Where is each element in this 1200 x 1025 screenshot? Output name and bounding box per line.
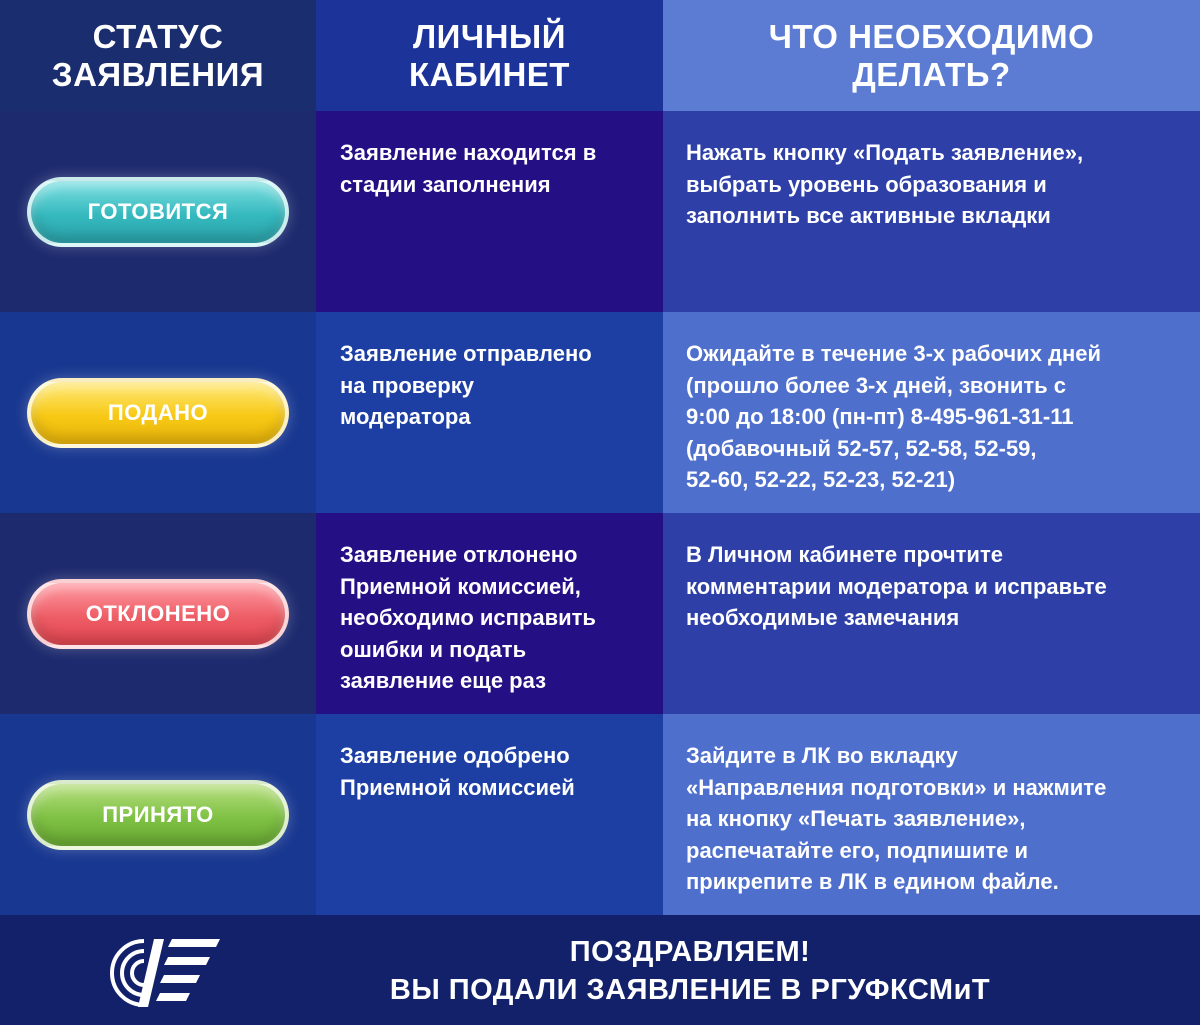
row-4-action-line: прикрепите в ЛК в едином файле. [686,869,1059,894]
row-1-status-cell [0,111,316,312]
footer-congrats: ПОЗДРАВЛЯЕМ! [569,936,811,968]
row-2-action-line: (прошло более 3-х дней, звонить с [686,372,1067,398]
row-2-action-line: Ожидайте в течение 3-х рабочих дней [686,341,1102,366]
header-action-line2: ДЕЛАТЬ? [852,55,1011,93]
footer-banner [0,915,1200,1025]
row-4-status-cell [0,714,316,915]
row-3-action-cell [663,513,1200,714]
footer-message [330,933,1050,1009]
row-2-cabinet-line: модератора [340,404,471,429]
row-4-action-cell [663,714,1200,915]
row-4-action-line: распечатайте его, подпишите и [686,837,1029,863]
university-logo-icon [92,929,222,1017]
row-2-cabinet-line: на проверку [340,372,474,398]
row-3-cabinet-line: необходимо исправить [340,605,596,630]
row-4-action-line: на кнопку «Печать заявление», [686,806,1026,831]
status-badge-rejected: ОТКЛОНЕНО [27,579,289,649]
row-2-action-line: (добавочный 52-57, 52-58, 52-59, [686,435,1037,461]
row-4-action-line: «Направления подготовки» и нажмите [686,774,1107,800]
row-2-cabinet-cell [316,312,663,513]
header-cabinet-line1: ЛИЧНЫЙ [413,17,566,55]
row-1-action-line: заполнить все активные вкладки [686,203,1051,228]
row-4-action-line: Зайдите в ЛК во вкладку [686,743,958,768]
row-3-cabinet-line: ошибки и подать [340,636,527,662]
row-2-cabinet-line: Заявление отправлено [340,341,592,366]
row-2-action-line: 52-60, 52-22, 52-23, 52-21) [686,467,956,492]
row-1-cabinet-line: Заявление находится в [340,140,597,165]
row-1-action-line: Нажать кнопку «Подать заявление», [686,140,1084,165]
row-3-cabinet-line: Заявление отклонено [340,542,578,567]
row-3-action-line: необходимые замечания [686,605,960,630]
header-status-line1: СТАТУС [92,17,224,55]
row-1-cabinet-cell [316,111,663,312]
row-4-cabinet-cell [316,714,663,915]
row-2-action-line: 9:00 до 18:00 (пн-пт) 8-495-961-31-11 [686,404,1074,429]
header-cabinet-line2: КАБИНЕТ [409,55,570,93]
row-1-action-line: выбрать уровень образования и [686,171,1047,197]
row-1-action-cell [663,111,1200,312]
header-action-line1: ЧТО НЕОБХОДИМО [768,17,1095,55]
row-3-action-line: комментарии модератора и исправьте [686,573,1107,599]
header-cabinet [316,0,663,111]
row-2-action-cell [663,312,1200,513]
row-3-cabinet-line: Приемной комиссией, [340,573,581,599]
header-status [0,0,316,111]
footer-subtitle: ВЫ ПОДАЛИ ЗАЯВЛЕНИЕ В РГУФКСМиТ [389,974,991,1006]
row-3-status-cell [0,513,316,714]
row-3-action-line: В Личном кабинете прочтите [686,542,1003,567]
row-3-cabinet-line: заявление еще раз [340,668,547,693]
header-status-line2: ЗАЯВЛЕНИЯ [51,55,265,93]
row-4-cabinet-line: Заявление одобрено [340,743,570,768]
status-badge-preparing: ГОТОВИТСЯ [27,177,289,247]
status-badge-submitted: ПОДАНО [27,378,289,448]
row-2-status-cell [0,312,316,513]
header-action [663,0,1200,111]
status-badge-accepted: ПРИНЯТО [27,780,289,850]
row-3-cabinet-cell [316,513,663,714]
row-4-cabinet-line: Приемной комиссией [340,774,575,800]
row-1-cabinet-line: стадии заполнения [340,171,551,197]
